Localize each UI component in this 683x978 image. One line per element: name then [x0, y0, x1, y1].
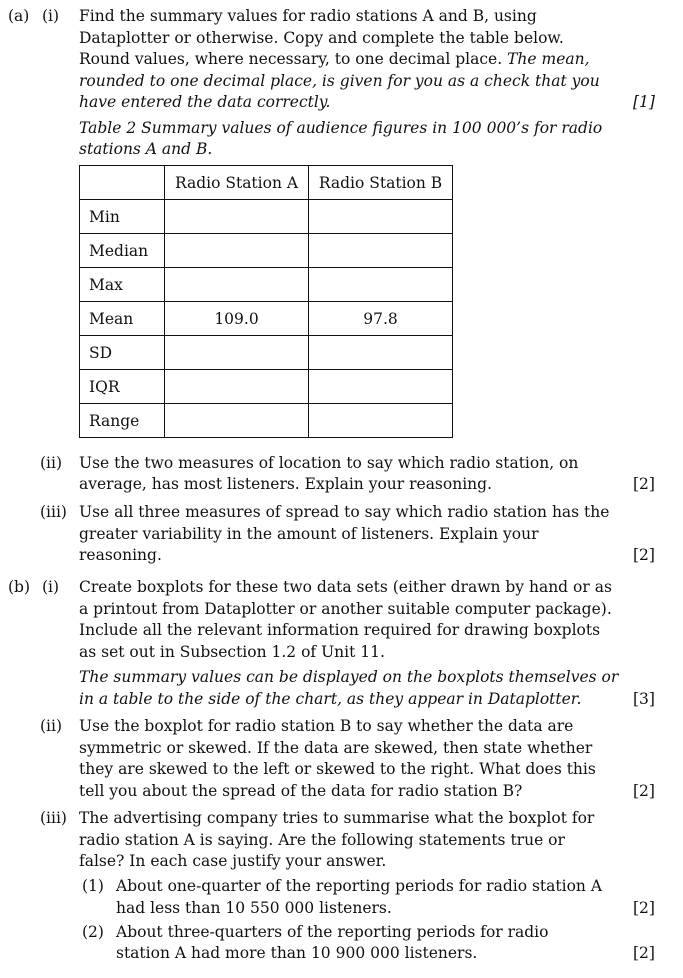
a-i-marks: [1]: [633, 93, 655, 111]
table-row: [80, 302, 453, 336]
sub-1-marks: [2]: [633, 899, 655, 917]
cell-a-mean: 109.0: [165, 302, 309, 336]
a-iii-line-3: reasoning.: [79, 546, 162, 564]
cell-b-max: [309, 268, 453, 302]
table-row: [80, 336, 453, 370]
part-a-iii-label: (iii): [40, 503, 67, 521]
table-caption-1: Table 2 Summary values of audience figures in 100 000’s for radio: [79, 119, 603, 137]
b-i-line-3: Include all the relevant information required for drawing boxplots: [79, 621, 601, 639]
sub-2-line-2: station A had more than 10 900 000 listeners.: [116, 944, 478, 962]
b-i-line-1: Create boxplots for these two data sets (either drawn by hand or as: [79, 578, 612, 596]
a-i-italic-1: rounded to one decimal place, is given for you as a check that you: [79, 72, 600, 90]
sub-2-marks: [2]: [633, 944, 655, 962]
table-row: [80, 370, 453, 404]
table-row: [80, 200, 453, 234]
sub-1-label: (1): [82, 877, 104, 895]
cell-a-range: [165, 404, 309, 438]
cell-a-min: [165, 200, 309, 234]
b-ii-line-2: symmetric or skewed. If the data are skewed, then state whether: [79, 739, 593, 757]
cell-a-median: [165, 234, 309, 268]
cell-b-iqr: [309, 370, 453, 404]
cell-b-mean: 97.8: [309, 302, 453, 336]
header-empty-cell: [80, 166, 165, 200]
a-i-italic-2: have entered the data correctly.: [79, 93, 331, 111]
row-label-mean: Mean: [80, 302, 165, 336]
b-iii-line-3: false? In each case justify your answer.: [79, 852, 387, 870]
part-a-ii-label: (ii): [40, 454, 63, 472]
table-row: [80, 404, 453, 438]
part-a-label: (a): [8, 7, 30, 25]
row-label-max: Max: [80, 268, 165, 302]
part-b-iii-label: (iii): [40, 809, 67, 827]
a-iii-marks: [2]: [633, 546, 655, 564]
b-i-marks: [3]: [633, 690, 655, 708]
cell-b-range: [309, 404, 453, 438]
row-label-median: Median: [80, 234, 165, 268]
sub-1-line-1: About one-quarter of the reporting periods for radio station A: [116, 877, 603, 895]
cell-a-sd: [165, 336, 309, 370]
part-a-i-label: (i): [42, 7, 60, 25]
summary-table: [79, 165, 453, 438]
row-label-iqr: IQR: [80, 370, 165, 404]
a-ii-marks: [2]: [633, 475, 655, 493]
header-station-b: Radio Station B: [309, 166, 453, 200]
sub-1-line-2: had less than 10 550 000 listeners.: [116, 899, 392, 917]
a-ii-line-1: Use the two measures of location to say which radio station, on: [79, 454, 579, 472]
cell-b-median: [309, 234, 453, 268]
table-header-row: [80, 166, 453, 200]
a-i-line-3-text: Round values, where necessary, to one decimal place.: [79, 50, 503, 68]
part-b-label: (b): [8, 578, 31, 596]
row-label-min: Min: [80, 200, 165, 234]
part-b-ii-label: (ii): [40, 717, 63, 735]
b-i-italic-2: in a table to the side of the chart, as they appear in Dataplotter.: [79, 690, 582, 708]
b-ii-line-4: tell you about the spread of the data for radio station B?: [79, 782, 523, 800]
row-label-range: Range: [80, 404, 165, 438]
b-iii-line-1: The advertising company tries to summarise what the boxplot for: [79, 809, 595, 827]
b-i-line-4: as set out in Subsection 1.2 of Unit 11.: [79, 643, 385, 661]
table-row: [80, 234, 453, 268]
b-iii-line-2: radio station A is saying. Are the following statements true or: [79, 831, 565, 849]
header-station-a: Radio Station A: [165, 166, 309, 200]
a-iii-line-2: greater variability in the amount of listeners. Explain your: [79, 525, 539, 543]
b-ii-line-3: they are skewed to the left or skewed to the right. What does this: [79, 760, 596, 778]
a-i-line-3: [79, 49, 590, 69]
cell-b-sd: [309, 336, 453, 370]
b-ii-line-1: Use the boxplot for radio station B to say whether the data are: [79, 717, 574, 735]
b-i-line-2: a printout from Dataplotter or another suitable computer package).: [79, 600, 612, 618]
cell-b-min: [309, 200, 453, 234]
sub-2-label: (2): [82, 923, 104, 941]
cell-a-max: [165, 268, 309, 302]
row-label-sd: SD: [80, 336, 165, 370]
part-b-i-label: (i): [42, 578, 60, 596]
a-i-line-3-italic: The mean,: [507, 50, 590, 68]
a-i-line-2: Dataplotter or otherwise. Copy and complete the table below.: [79, 29, 564, 47]
a-iii-line-1: Use all three measures of spread to say which radio station has the: [79, 503, 610, 521]
table-row: [80, 268, 453, 302]
a-ii-line-2: average, has most listeners. Explain your reasoning.: [79, 475, 492, 493]
sub-2-line-1: About three-quarters of the reporting periods for radio: [116, 923, 549, 941]
b-i-italic-1: The summary values can be displayed on the boxplots themselves or: [79, 668, 619, 686]
cell-a-iqr: [165, 370, 309, 404]
a-i-line-1: Find the summary values for radio stations A and B, using: [79, 7, 537, 25]
b-ii-marks: [2]: [633, 782, 655, 800]
table-caption-2: stations A and B.: [79, 140, 213, 158]
